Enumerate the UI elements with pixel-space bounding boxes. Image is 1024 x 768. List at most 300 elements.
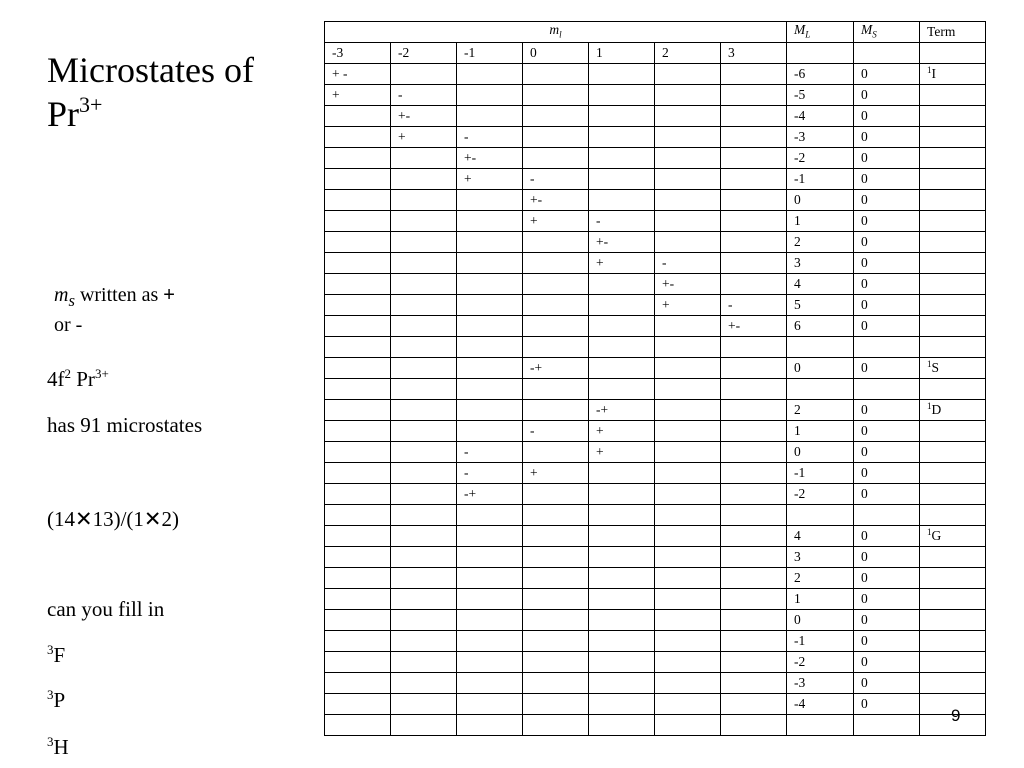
spin-cell [325,694,391,715]
MS-cell [854,337,920,358]
term-cell [920,148,986,169]
table-row [325,85,986,106]
spin-cell [589,169,655,190]
slide-title [47,48,307,136]
spin-cell [721,694,787,715]
ml-value: -3 [325,43,391,64]
table-row [325,316,986,337]
spin-cell [325,631,391,652]
table-row [325,589,986,610]
table-row [325,505,986,526]
table-row [325,526,986,547]
spin-cell [655,379,721,400]
spin-cell [589,526,655,547]
spin-cell [391,400,457,421]
MS-cell: 0 [854,232,920,253]
term-cell [920,631,986,652]
spin-cell [523,694,589,715]
term-cell [920,400,986,421]
MS-cell: 0 [854,148,920,169]
spin-cell [457,190,523,211]
table-row [325,295,986,316]
spin-cell [391,232,457,253]
spin-cell [325,232,391,253]
spin-cell [391,274,457,295]
table-row [325,337,986,358]
spin-cell [721,274,787,295]
spin-cell [523,631,589,652]
spin-cell: + - [325,64,391,85]
term-symbol-3P: $^3$P [47,687,66,712]
ML-cell: 0 [787,358,854,379]
spin-cell [457,85,523,106]
ML-header: $M_L$ [787,22,854,43]
spin-cell: + [589,421,655,442]
term-cell [920,211,986,232]
spin-cell [457,547,523,568]
spin-cell [721,127,787,148]
spin-cell [721,442,787,463]
spin-cell [523,148,589,169]
spin-cell [721,715,787,736]
MS-cell [854,715,920,736]
spin-cell [655,358,721,379]
term-symbol-3H: $^3$H [47,734,69,759]
spin-cell [721,610,787,631]
table-row [325,211,986,232]
MS-cell: 0 [854,190,920,211]
spin-cell [721,379,787,400]
ML-cell: -3 [787,127,854,148]
term-cell [920,85,986,106]
ML-cell: -2 [787,484,854,505]
spin-cell [523,379,589,400]
spin-cell [589,337,655,358]
MS-cell: 0 [854,673,920,694]
MS-cell: 0 [854,295,920,316]
table-row [325,127,986,148]
table-row [325,652,986,673]
spin-cell: - [391,85,457,106]
microstates-table [324,21,986,736]
spin-cell [655,148,721,169]
MS-cell: 0 [854,358,920,379]
MS-cell: 0 [854,694,920,715]
table-row [325,232,986,253]
MS-cell [854,505,920,526]
ML-cell: 1 [787,421,854,442]
spin-cell [325,652,391,673]
spin-cell: -+ [589,400,655,421]
spin-cell [523,316,589,337]
microstate-count: has 91 microstates [47,413,203,437]
spin-cell [589,148,655,169]
header-row-ml-values [325,43,986,64]
spin-cell [721,484,787,505]
spin-cell [457,379,523,400]
table-row [325,421,986,442]
MS-cell: 0 [854,253,920,274]
ML-cell: 2 [787,232,854,253]
spin-cell [457,631,523,652]
spin-cell [523,568,589,589]
MS-cell [854,379,920,400]
spin-cell [325,715,391,736]
electron-configuration: $4f^2$ $Pr^{3+}$ [47,366,109,391]
spin-cell [325,442,391,463]
spin-cell [523,484,589,505]
spin-cell: + [523,211,589,232]
term-cell [920,316,986,337]
spin-cell [655,106,721,127]
term-cell [920,421,986,442]
spin-cell [523,610,589,631]
ML-cell: 5 [787,295,854,316]
spin-cell [655,169,721,190]
MS-cell: 0 [854,274,920,295]
term-cell [920,127,986,148]
spin-cell [391,652,457,673]
spin-cell [655,589,721,610]
ms-notation-note: $m_s$ written as + or - [54,284,175,336]
spin-cell [391,316,457,337]
ML-cell: 3 [787,547,854,568]
ML-cell: -4 [787,694,854,715]
spin-cell [589,463,655,484]
spin-cell [325,610,391,631]
ML-cell: 0 [787,610,854,631]
spin-cell [721,358,787,379]
spin-cell [655,64,721,85]
ML-cell: -1 [787,463,854,484]
spin-cell [457,337,523,358]
spin-cell [391,484,457,505]
spin-cell [457,526,523,547]
ML-cell [787,505,854,526]
spin-cell [655,211,721,232]
spin-cell [457,673,523,694]
MS-cell: 0 [854,463,920,484]
empty-cell [787,43,854,64]
spin-cell [391,673,457,694]
ML-cell: -2 [787,148,854,169]
spin-cell [655,442,721,463]
spin-cell [721,64,787,85]
MS-cell: 0 [854,526,920,547]
ML-cell: -3 [787,673,854,694]
spin-cell: + [523,463,589,484]
spin-cell [391,421,457,442]
spin-cell [325,547,391,568]
MS-cell: 0 [854,421,920,442]
table-row [325,358,986,379]
header-row-top [325,22,986,43]
spin-cell [655,568,721,589]
spin-cell [457,694,523,715]
ml-value: 2 [655,43,721,64]
term-cell [920,505,986,526]
term-cell [920,190,986,211]
term-letter: G [931,528,942,543]
spin-cell: + [589,253,655,274]
spin-cell [391,148,457,169]
table-row [325,484,986,505]
spin-cell [589,64,655,85]
term-cell [920,526,986,547]
spin-cell [721,421,787,442]
spin-cell [589,547,655,568]
spin-cell [589,316,655,337]
spin-cell [589,85,655,106]
spin-cell [457,421,523,442]
term-cell [920,106,986,127]
MS-cell: 0 [854,589,920,610]
ml-value: -2 [391,43,457,64]
slide-title-text: Microstates of Pr [47,50,254,134]
spin-cell [325,316,391,337]
table-row [325,673,986,694]
spin-cell [391,442,457,463]
spin-cell [457,652,523,673]
page-number: 9 [951,706,961,725]
spin-cell [457,253,523,274]
spin-cell [457,715,523,736]
spin-cell [391,211,457,232]
table-row [325,547,986,568]
spin-cell [523,589,589,610]
spin-cell [325,190,391,211]
spin-cell [325,211,391,232]
ML-cell: 6 [787,316,854,337]
spin-cell [589,505,655,526]
spin-cell: + [325,85,391,106]
spin-cell [391,169,457,190]
ML-cell: 0 [787,190,854,211]
spin-cell: +- [523,190,589,211]
term-multiplicity: 1 [927,65,932,75]
spin-cell [721,631,787,652]
spin-cell: + [457,169,523,190]
table-row [325,148,986,169]
MS-cell: 0 [854,211,920,232]
term-cell [920,463,986,484]
spin-cell [325,379,391,400]
table-row [325,610,986,631]
spin-cell [721,589,787,610]
spin-cell [655,127,721,148]
table-row [325,274,986,295]
spin-cell: - [457,127,523,148]
spin-cell [655,232,721,253]
spin-cell [589,295,655,316]
spin-cell [721,211,787,232]
microstate-formula: (14✕13)/(1✕2) [47,507,179,531]
MS-cell: 0 [854,316,920,337]
spin-cell [391,337,457,358]
spin-cell [325,568,391,589]
spin-cell [721,337,787,358]
term-cell [920,589,986,610]
spin-cell [721,232,787,253]
term-multiplicity: 1 [927,527,932,537]
ml-value: 1 [589,43,655,64]
spin-cell [523,106,589,127]
spin-cell [325,421,391,442]
table-row [325,253,986,274]
ML-cell [787,715,854,736]
spin-cell [325,463,391,484]
ML-cell: 1 [787,211,854,232]
ML-cell: -1 [787,169,854,190]
spin-cell [391,694,457,715]
spin-cell [325,337,391,358]
spin-cell [391,505,457,526]
ML-cell: -5 [787,85,854,106]
spin-cell [523,526,589,547]
spin-cell [721,526,787,547]
spin-cell [721,568,787,589]
exercise-prompt: can you fill in [47,597,165,621]
spin-cell [655,421,721,442]
spin-cell [655,715,721,736]
term-cell [920,547,986,568]
spin-cell [523,232,589,253]
spin-cell [391,610,457,631]
spin-cell [457,589,523,610]
spin-cell [523,274,589,295]
table-row [325,169,986,190]
spin-cell [589,631,655,652]
spin-cell [721,85,787,106]
spin-cell [655,484,721,505]
ML-cell: 0 [787,442,854,463]
spin-cell [391,358,457,379]
term-cell [920,484,986,505]
spin-cell: +- [391,106,457,127]
spin-cell [523,253,589,274]
spin-cell [589,190,655,211]
spin-cell [391,631,457,652]
term-cell [920,337,986,358]
MS-header: $M_S$ [854,22,920,43]
ml-value: 0 [523,43,589,64]
spin-cell [589,379,655,400]
MS-cell: 0 [854,64,920,85]
spin-cell [721,505,787,526]
MS-cell: 0 [854,169,920,190]
spin-cell [523,85,589,106]
spin-cell [721,169,787,190]
spin-cell [457,610,523,631]
spin-cell [655,505,721,526]
spin-cell [655,526,721,547]
spin-cell [325,484,391,505]
spin-cell [589,589,655,610]
spin-cell [325,673,391,694]
empty-cell [920,43,986,64]
spin-cell [391,295,457,316]
term-cell [920,232,986,253]
term-cell [920,253,986,274]
spin-cell [523,547,589,568]
spin-cell [589,127,655,148]
spin-cell [325,148,391,169]
spin-cell [721,463,787,484]
spin-cell [457,106,523,127]
term-cell [920,358,986,379]
table-row [325,400,986,421]
spin-cell [391,463,457,484]
spin-cell [457,358,523,379]
table-row [325,64,986,85]
term-letter: I [931,66,937,81]
spin-cell [721,253,787,274]
spin-cell: + [589,442,655,463]
spin-cell [655,631,721,652]
MS-cell: 0 [854,106,920,127]
term-cell [920,442,986,463]
MS-cell: 0 [854,652,920,673]
ML-cell: -4 [787,106,854,127]
spin-cell [721,106,787,127]
term-multiplicity: 1 [927,401,932,411]
MS-cell: 0 [854,484,920,505]
spin-cell [391,190,457,211]
spin-cell [589,694,655,715]
spin-cell [391,64,457,85]
spin-cell [655,85,721,106]
spin-cell [325,505,391,526]
spin-cell [589,610,655,631]
spin-cell [325,295,391,316]
spin-cell [655,673,721,694]
spin-cell [589,484,655,505]
spin-cell [721,400,787,421]
spin-cell [589,274,655,295]
spin-cell [457,316,523,337]
spin-cell [589,106,655,127]
spin-cell: - [655,253,721,274]
spin-cell: +- [655,274,721,295]
spin-cell [589,568,655,589]
spin-cell [391,589,457,610]
spin-cell [325,253,391,274]
ML-cell: -2 [787,652,854,673]
spin-cell: - [457,442,523,463]
MS-cell: 0 [854,631,920,652]
spin-cell [655,610,721,631]
ML-cell: 4 [787,526,854,547]
spin-cell [457,211,523,232]
term-symbol-3F: $^3$F [47,642,66,667]
term-multiplicity: 1 [927,359,932,369]
spin-cell [457,274,523,295]
term-cell [920,379,986,400]
spin-cell [457,295,523,316]
spin-cell: - [589,211,655,232]
spin-cell [721,190,787,211]
spin-cell [655,400,721,421]
term-cell [920,673,986,694]
spin-cell [391,379,457,400]
spin-cell: + [391,127,457,148]
term-cell [920,169,986,190]
spin-cell: +- [721,316,787,337]
ML-cell: 2 [787,400,854,421]
ml-header: $m_l$ [325,22,787,43]
spin-cell: - [523,421,589,442]
spin-cell [523,652,589,673]
